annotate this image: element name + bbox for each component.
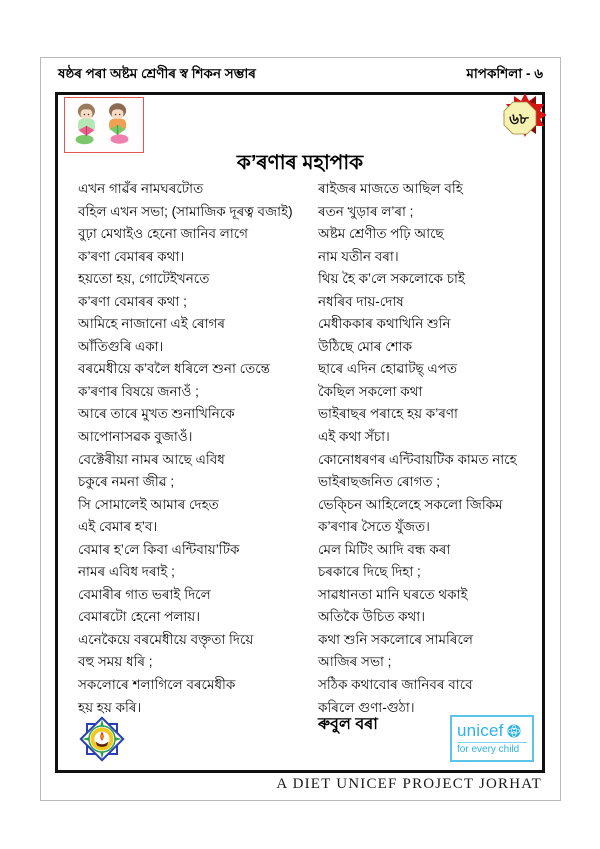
- poem-line: এনেকৈয়ে বৰমেধীয়ে বক্তৃতা দিয়ে: [78, 631, 254, 647]
- poem-line: আমিহে নাজানো এই ৰোগৰ: [78, 316, 225, 332]
- poem-line: বৰমেধীয়ে ক’বলৈ ধৰিলে শুনা তেন্তে: [78, 361, 270, 377]
- poem-right-column: [318, 178, 543, 719]
- poem-line: কোনোধৰণৰ এন্টিবায়টিক কামত নাহে: [318, 451, 517, 467]
- poem-line: নামৰ এবিধ দৰাই ;: [78, 564, 175, 580]
- children-reading-illustration: [64, 97, 144, 153]
- poem-line: বেমাৰীৰ গাত ভৰাই দিলে: [78, 586, 211, 602]
- page-title: ক’ৰণাৰ মহাপাক: [236, 152, 364, 174]
- page-number: ৬৮: [509, 111, 529, 128]
- poem-line: চৰকাৰে দিছে দিহা ;: [318, 564, 421, 580]
- poem-line: সঠিক কথাবোৰ জানিবৰ বাবে: [318, 677, 473, 693]
- poem-line: ক’ৰণাৰ বিষয়ে জনাওঁ ;: [78, 383, 199, 399]
- poem-line: ৰাইজৰ মাজতে আছিল বহি: [318, 181, 463, 196]
- unicef-divider: [457, 742, 527, 743]
- unicef-logo: [450, 715, 534, 762]
- poem-line: কৰিলে গুণা-গুঠা।: [318, 699, 415, 715]
- poem-line: হয়তো হয়, গোটেইখনতে: [78, 271, 210, 287]
- poem-line: ক’ৰণাৰ সৈতে যুঁজত।: [318, 519, 430, 535]
- poem-line: থিয় হৈ ক’লে সকলোকে চাই: [318, 271, 465, 287]
- diet-logo: [76, 713, 128, 765]
- poem-line: আঁতিগুৰি একা।: [78, 338, 164, 354]
- poem-line: বেমাৰটো হেনো পলায়।: [78, 609, 201, 625]
- poem-line: ক’ৰণা বেমাৰৰ কথা।: [78, 248, 185, 264]
- poem-line: বেমাৰ হ’লে কিবা এন্টিবায়’টিক: [78, 541, 240, 557]
- poem-line: ক’ৰণা বেমাৰৰ কথা ;: [78, 293, 187, 309]
- poem-line: এই কথা সঁচা।: [318, 429, 390, 445]
- header-left-title: ষষ্ঠৰ পৰা অষ্টম শ্ৰেণীৰ স্ব শিকন সম্ভাৰ: [58, 66, 256, 81]
- poem-line: সাৱধানতা মানি ঘৰতে থকাই: [318, 586, 468, 602]
- poem-line: আজিৰ সভা ;: [318, 654, 392, 670]
- poem-line: আপোনাসৱক বুজাওঁ।: [78, 429, 193, 445]
- poem-line: চকুৰে নমনা জীৱ ;: [78, 474, 175, 490]
- poem-line: মেধীককাৰ কথাখিনি শুনি: [318, 316, 451, 332]
- poem-line: কথা শুনি সকলোৰে সামৰিলে: [318, 631, 473, 647]
- poem-line: নাম যতীন বৰা।: [318, 248, 399, 264]
- poem-line: বহিল এখন সভা; (সামাজিক দূৰত্ব বজাই): [78, 203, 293, 219]
- unicef-tagline: for every child: [457, 744, 520, 755]
- poem-line: অতিকৈ উচিত কথা।: [318, 609, 426, 625]
- poem-line: বেক্টেৰীয়া নামৰ আছে এবিধ: [78, 451, 225, 467]
- unicef-globe-icon: [506, 723, 522, 739]
- poem-line: উঠিছে মোৰ শোক: [318, 338, 413, 354]
- page-number-badge: [496, 94, 546, 144]
- poem-line: ভেক্চিন আহিলেহে সকলো জিকিম: [318, 496, 503, 512]
- diet-lamp-star-emblem-icon: [76, 713, 128, 765]
- children-reading-icon: [65, 98, 140, 149]
- poem-line: নধৰিব দায়-দোষ: [318, 293, 404, 309]
- poem-line: বুঢ়া মেথাইও হেনো জানিব লাগে: [78, 226, 249, 242]
- poem-line: সকলোৰে শলাগিলে বৰমেধীক: [78, 677, 236, 693]
- poem-line: এখন গাৱঁৰ নামঘৰটোত: [78, 181, 204, 196]
- footer-text: A DIET UNICEF PROJECT JORHAT: [276, 776, 542, 792]
- poem-line: আৰে তাৰে মুখত শুনাখিনিকে: [78, 406, 235, 422]
- poem-line: ৰতন খুড়াৰ ল’ৰা ;: [318, 203, 414, 219]
- poem-line: মেল মিটিং আদি বন্ধ কৰা: [318, 541, 451, 557]
- poem-line: বহু সময় ধৰি ;: [78, 654, 153, 670]
- poem-line: এই বেমাৰ হ’ব।: [78, 519, 158, 535]
- poem-line: অষ্টম শ্ৰেণীত পঢ়ি আছে: [318, 226, 444, 242]
- poem-line: সি সোমালেই আমাৰ দেহত: [78, 496, 219, 512]
- header-right-label: মাপকশিলা - ৬: [466, 66, 543, 81]
- poem-author: ৰুবুল বৰা: [318, 716, 378, 733]
- poem-left-column: [78, 178, 313, 719]
- poem-line: ছাৰে এদিন হোৱাটছ্ এপত: [318, 361, 458, 377]
- poem-line: ভাইৰাছৰ পৰাহে হয় ক’ৰণা: [318, 406, 458, 422]
- poem-line: ভাইৰাছজনিত ৰোগত ;: [318, 474, 441, 490]
- unicef-wordmark: unicef: [457, 721, 504, 740]
- poem-line: হয় হয় কৰি।: [78, 699, 142, 715]
- poem-line: কৈছিল সকলো কথা: [318, 383, 423, 399]
